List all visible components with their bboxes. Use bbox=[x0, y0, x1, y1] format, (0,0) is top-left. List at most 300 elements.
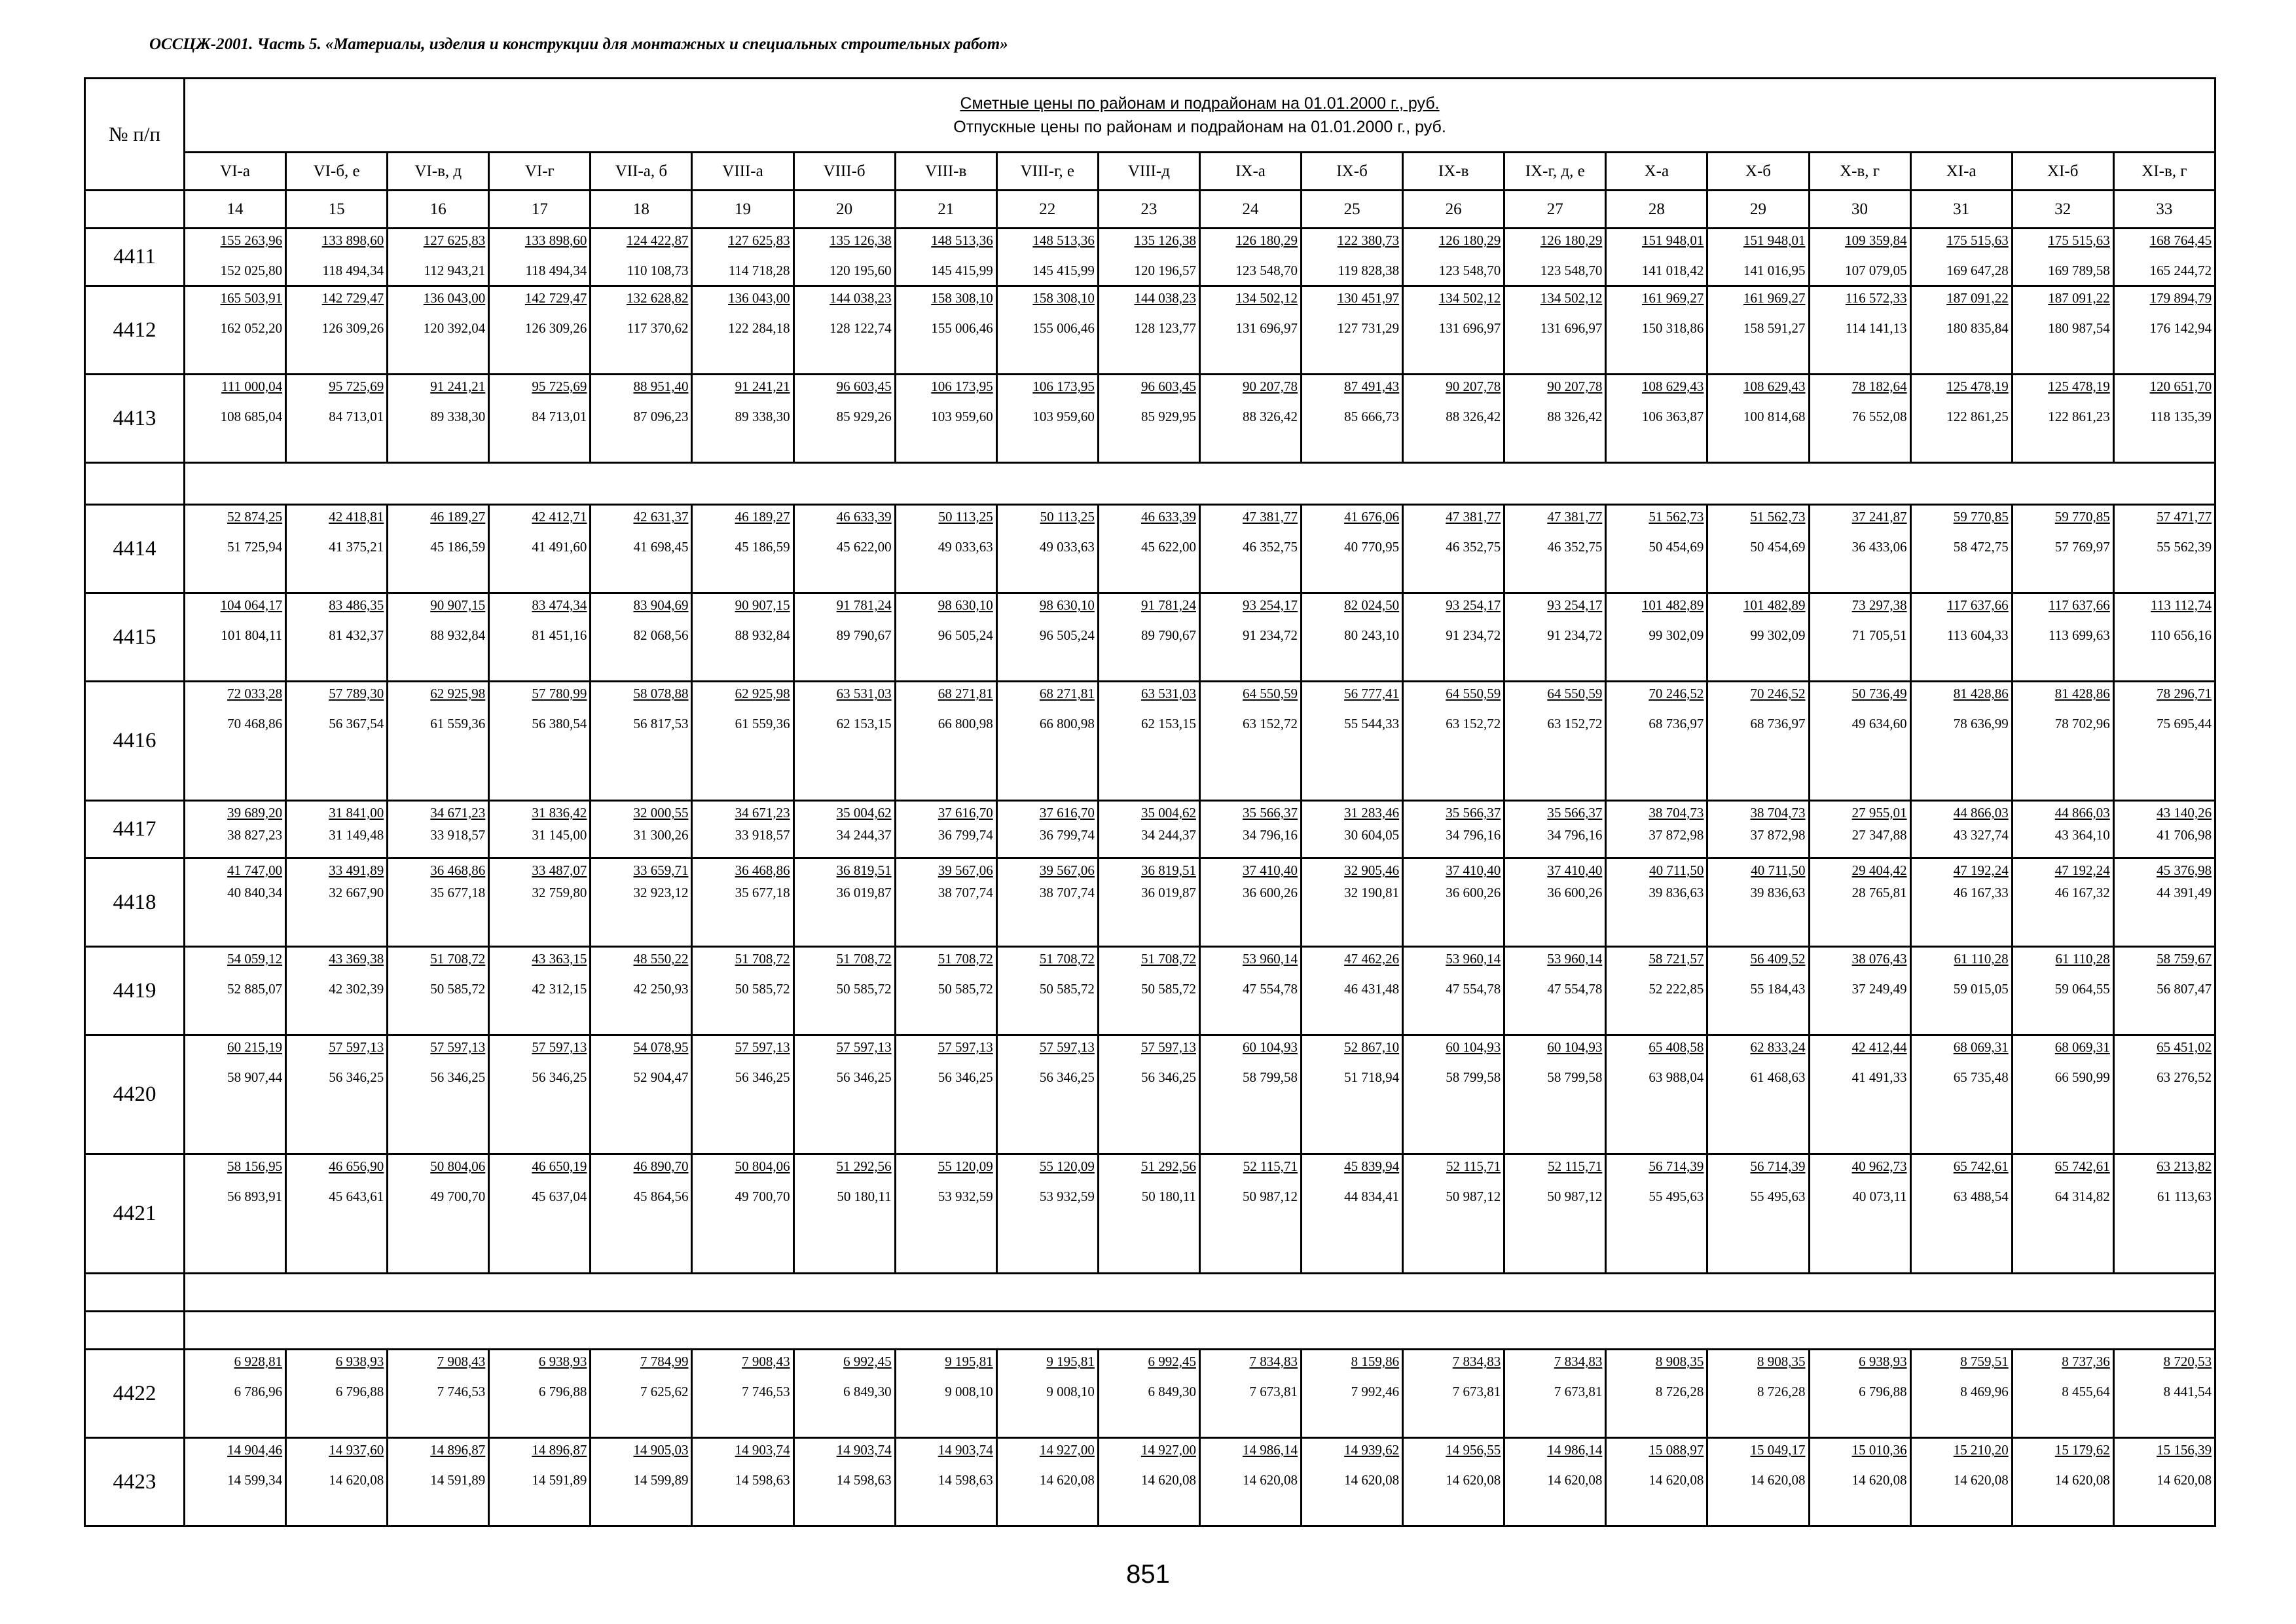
price-cell bbox=[692, 1035, 793, 1154]
release-price: 58 472,75 bbox=[1953, 539, 2009, 555]
estimate-price: 36 819,51 bbox=[1140, 862, 1196, 878]
release-price: 14 591,89 bbox=[430, 1472, 486, 1488]
release-price: 7 673,81 bbox=[1452, 1384, 1501, 1399]
table-row bbox=[85, 1438, 2215, 1526]
release-price: 87 096,23 bbox=[633, 409, 689, 424]
estimate-price: 6 928,81 bbox=[234, 1354, 283, 1369]
estimate-price: 7 908,43 bbox=[437, 1354, 486, 1369]
estimate-price: 15 179,62 bbox=[2054, 1442, 2110, 1458]
price-cell bbox=[1302, 505, 1403, 593]
price-cell bbox=[489, 593, 591, 682]
price-cell bbox=[1707, 858, 1809, 947]
separator-cell bbox=[185, 463, 2215, 505]
column-index: 19 bbox=[692, 191, 793, 229]
price-cell bbox=[1809, 229, 1910, 286]
release-price: 120 392,04 bbox=[423, 320, 486, 336]
price-cell bbox=[388, 1438, 489, 1526]
release-price: 42 302,39 bbox=[329, 981, 384, 997]
estimate-price: 14 905,03 bbox=[633, 1442, 689, 1458]
price-cell bbox=[185, 1438, 286, 1526]
release-price: 14 620,08 bbox=[1547, 1472, 1603, 1488]
release-price: 14 620,08 bbox=[1039, 1472, 1095, 1488]
release-price: 113 699,63 bbox=[2049, 627, 2110, 643]
estimate-price: 134 502,12 bbox=[1235, 290, 1298, 306]
estimate-price: 90 907,15 bbox=[430, 597, 486, 613]
price-cell bbox=[489, 1350, 591, 1438]
price-cell bbox=[591, 1035, 692, 1154]
price-cell bbox=[591, 1154, 692, 1274]
price-cell bbox=[591, 947, 692, 1035]
price-cell bbox=[996, 682, 1098, 801]
estimate-price: 14 956,55 bbox=[1446, 1442, 1501, 1458]
release-price: 36 433,06 bbox=[1851, 539, 1907, 555]
num-column-header: № п/п bbox=[85, 79, 185, 191]
estimate-price: 8 759,51 bbox=[1960, 1354, 2009, 1369]
price-cell bbox=[591, 505, 692, 593]
price-cell bbox=[1403, 682, 1504, 801]
release-price: 36 600,26 bbox=[1243, 885, 1298, 900]
estimate-price: 8 908,35 bbox=[1757, 1354, 1806, 1369]
release-price: 55 495,63 bbox=[1750, 1189, 1806, 1204]
price-cell bbox=[2012, 1438, 2113, 1526]
release-price: 96 505,24 bbox=[938, 627, 993, 643]
estimate-price: 54 059,12 bbox=[227, 951, 283, 967]
price-cell bbox=[1504, 229, 1606, 286]
estimate-price: 61 110,28 bbox=[2055, 951, 2110, 967]
price-cell bbox=[793, 1350, 895, 1438]
price-cell bbox=[1199, 1350, 1301, 1438]
price-cell bbox=[1098, 801, 1199, 858]
release-price: 34 796,16 bbox=[1446, 827, 1501, 843]
price-cell bbox=[388, 682, 489, 801]
release-price: 6 796,88 bbox=[538, 1384, 587, 1399]
price-cell bbox=[1606, 375, 1707, 463]
item-number: 4411 bbox=[85, 229, 185, 286]
release-price: 43 327,74 bbox=[1953, 827, 2009, 843]
release-price: 52 222,85 bbox=[1649, 981, 1704, 997]
price-cell bbox=[286, 682, 388, 801]
release-price: 7 673,81 bbox=[1249, 1384, 1298, 1399]
estimate-price: 9 195,81 bbox=[1046, 1354, 1095, 1369]
price-cell bbox=[388, 593, 489, 682]
price-cell bbox=[895, 682, 996, 801]
release-price: 50 180,11 bbox=[1141, 1189, 1196, 1204]
price-cell bbox=[185, 286, 286, 375]
price-cell bbox=[388, 505, 489, 593]
estimate-price: 62 833,24 bbox=[1750, 1039, 1806, 1055]
price-cell bbox=[185, 1154, 286, 1274]
release-price: 37 872,98 bbox=[1750, 827, 1806, 843]
price-cell bbox=[996, 947, 1098, 1035]
title-row bbox=[85, 79, 2215, 153]
release-price: 65 735,48 bbox=[1953, 1069, 2009, 1085]
release-price: 46 352,75 bbox=[1446, 539, 1501, 555]
price-cell bbox=[1302, 229, 1403, 286]
release-price: 37 872,98 bbox=[1649, 827, 1704, 843]
release-price: 119 828,38 bbox=[1338, 263, 1400, 278]
price-cell bbox=[185, 505, 286, 593]
estimate-price: 52 874,25 bbox=[227, 509, 283, 525]
estimate-price: 42 412,71 bbox=[532, 509, 587, 525]
price-cell bbox=[1403, 375, 1504, 463]
estimate-price: 127 625,83 bbox=[423, 232, 486, 248]
release-price: 56 346,25 bbox=[836, 1069, 892, 1085]
release-price: 7 673,81 bbox=[1554, 1384, 1603, 1399]
price-cell bbox=[996, 1438, 1098, 1526]
region-header: IX-г, д, е bbox=[1504, 153, 1606, 191]
estimate-price: 90 207,78 bbox=[1446, 378, 1501, 394]
price-cell bbox=[692, 229, 793, 286]
price-cell bbox=[286, 505, 388, 593]
price-cell bbox=[1199, 286, 1301, 375]
estimate-price: 63 531,03 bbox=[1140, 686, 1196, 701]
price-cell bbox=[1302, 593, 1403, 682]
region-header: X-в, г bbox=[1809, 153, 1910, 191]
price-cell bbox=[591, 375, 692, 463]
estimate-price: 37 616,70 bbox=[1039, 805, 1095, 821]
price-cell bbox=[1606, 858, 1707, 947]
estimate-price: 95 725,69 bbox=[532, 378, 587, 394]
release-price: 56 893,91 bbox=[227, 1189, 283, 1204]
release-price: 14 620,08 bbox=[1243, 1472, 1298, 1488]
region-header: VIII-в bbox=[895, 153, 996, 191]
release-price: 8 469,96 bbox=[1960, 1384, 2009, 1399]
region-header: VI-г bbox=[489, 153, 591, 191]
estimate-price: 44 866,03 bbox=[2054, 805, 2110, 821]
price-cell bbox=[591, 286, 692, 375]
estimate-price: 72 033,28 bbox=[227, 686, 283, 701]
table-row bbox=[85, 1154, 2215, 1274]
release-price: 47 554,78 bbox=[1243, 981, 1298, 997]
release-price: 88 326,42 bbox=[1243, 409, 1298, 424]
estimate-price: 93 254,17 bbox=[1446, 597, 1501, 613]
release-price: 41 698,45 bbox=[633, 539, 689, 555]
estimate-price: 46 633,39 bbox=[836, 509, 892, 525]
release-price: 56 346,25 bbox=[1039, 1069, 1095, 1085]
estimate-price: 65 742,61 bbox=[2054, 1158, 2110, 1174]
estimate-price: 31 841,00 bbox=[329, 805, 384, 821]
release-price: 34 796,16 bbox=[1243, 827, 1298, 843]
estimate-price: 64 550,59 bbox=[1243, 686, 1298, 701]
price-cell bbox=[793, 1438, 895, 1526]
region-header-row bbox=[85, 153, 2215, 191]
price-cell bbox=[1707, 505, 1809, 593]
price-cell bbox=[489, 505, 591, 593]
release-price: 56 346,25 bbox=[938, 1069, 993, 1085]
release-price: 32 923,12 bbox=[633, 885, 689, 900]
estimate-price: 133 898,60 bbox=[524, 232, 587, 248]
release-price: 75 695,44 bbox=[2157, 716, 2212, 731]
estimate-price: 47 381,77 bbox=[1547, 509, 1603, 525]
release-price: 120 195,60 bbox=[829, 263, 892, 278]
price-cell bbox=[1098, 1035, 1199, 1154]
price-cell bbox=[1707, 801, 1809, 858]
estimate-price: 50 804,06 bbox=[430, 1158, 486, 1174]
release-price: 50 585,72 bbox=[836, 981, 892, 997]
release-price: 118 494,34 bbox=[525, 263, 587, 278]
separator-row bbox=[85, 463, 2215, 505]
release-price: 99 302,09 bbox=[1750, 627, 1806, 643]
price-cell bbox=[185, 229, 286, 286]
price-cell bbox=[1199, 801, 1301, 858]
estimate-price: 78 296,71 bbox=[2157, 686, 2212, 701]
region-header: VIII-г, е bbox=[996, 153, 1098, 191]
price-cell bbox=[793, 375, 895, 463]
estimate-price: 39 567,06 bbox=[1039, 862, 1095, 878]
release-price: 42 250,93 bbox=[633, 981, 689, 997]
estimate-price: 46 650,19 bbox=[532, 1158, 587, 1174]
price-cell bbox=[1403, 229, 1504, 286]
release-price: 44 834,41 bbox=[1344, 1189, 1400, 1204]
estimate-price: 63 531,03 bbox=[836, 686, 892, 701]
release-price: 117 370,62 bbox=[627, 320, 689, 336]
estimate-price: 130 451,97 bbox=[1337, 290, 1400, 306]
estimate-price: 53 960,14 bbox=[1243, 951, 1298, 967]
price-cell bbox=[1707, 682, 1809, 801]
price-cell bbox=[895, 801, 996, 858]
release-price: 49 033,63 bbox=[1039, 539, 1095, 555]
estimate-price: 98 630,10 bbox=[938, 597, 993, 613]
release-price: 50 585,72 bbox=[430, 981, 486, 997]
price-cell bbox=[2113, 801, 2215, 858]
price-cell bbox=[489, 947, 591, 1035]
estimate-price: 15 156,39 bbox=[2157, 1442, 2212, 1458]
estimate-price: 175 515,63 bbox=[1946, 232, 2009, 248]
estimate-price: 148 513,36 bbox=[931, 232, 993, 248]
estimate-price: 64 550,59 bbox=[1446, 686, 1501, 701]
release-price: 63 988,04 bbox=[1649, 1069, 1704, 1085]
price-cell bbox=[1809, 1035, 1910, 1154]
estimate-price: 50 113,25 bbox=[938, 509, 993, 525]
estimate-price: 46 633,39 bbox=[1140, 509, 1196, 525]
estimate-price: 57 597,13 bbox=[1039, 1039, 1095, 1055]
price-cell bbox=[895, 858, 996, 947]
estimate-price: 32 905,46 bbox=[1344, 862, 1400, 878]
estimate-price: 65 742,61 bbox=[1953, 1158, 2009, 1174]
estimate-price: 135 126,38 bbox=[829, 232, 892, 248]
release-price: 88 932,84 bbox=[430, 627, 486, 643]
estimate-price: 126 180,29 bbox=[1438, 232, 1501, 248]
estimate-price: 101 482,89 bbox=[1641, 597, 1704, 613]
release-price: 82 068,56 bbox=[633, 627, 689, 643]
release-price: 6 786,96 bbox=[234, 1384, 283, 1399]
release-price: 58 799,58 bbox=[1446, 1069, 1501, 1085]
estimate-price: 113 112,74 bbox=[2151, 597, 2212, 613]
estimate-price: 46 189,27 bbox=[430, 509, 486, 525]
release-price: 56 807,47 bbox=[2157, 981, 2212, 997]
column-index: 16 bbox=[388, 191, 489, 229]
price-cell bbox=[1809, 1154, 1910, 1274]
price-cell bbox=[1910, 593, 2012, 682]
release-price: 71 705,51 bbox=[1851, 627, 1907, 643]
estimate-price: 58 721,57 bbox=[1649, 951, 1704, 967]
price-cell bbox=[895, 1350, 996, 1438]
release-price: 36 600,26 bbox=[1446, 885, 1501, 900]
release-price: 61 559,36 bbox=[430, 716, 486, 731]
column-index: 29 bbox=[1707, 191, 1809, 229]
release-price: 61 468,63 bbox=[1750, 1069, 1806, 1085]
estimate-price: 57 597,13 bbox=[532, 1039, 587, 1055]
estimate-price: 14 986,14 bbox=[1547, 1442, 1603, 1458]
release-price: 118 494,34 bbox=[322, 263, 384, 278]
price-cell bbox=[591, 858, 692, 947]
release-price: 14 620,08 bbox=[329, 1472, 384, 1488]
estimate-price: 7 834,83 bbox=[1452, 1354, 1501, 1369]
estimate-price: 117 637,66 bbox=[1946, 597, 2009, 613]
price-cell bbox=[895, 947, 996, 1035]
title-line-estimate: Сметные цены по районам и подрайонам на 01.01.2000 г., руб. bbox=[960, 94, 1440, 113]
estimate-price: 55 120,09 bbox=[1039, 1158, 1095, 1174]
price-cell bbox=[1910, 1035, 2012, 1154]
estimate-price: 37 410,40 bbox=[1547, 862, 1603, 878]
price-cell bbox=[489, 1035, 591, 1154]
price-cell bbox=[1504, 375, 1606, 463]
estimate-price: 37 241,87 bbox=[1851, 509, 1907, 525]
release-price: 45 864,56 bbox=[633, 1189, 689, 1204]
separator-cell bbox=[85, 463, 185, 505]
release-price: 103 959,60 bbox=[1032, 409, 1095, 424]
release-price: 47 554,78 bbox=[1446, 981, 1501, 997]
estimate-price: 65 408,58 bbox=[1649, 1039, 1704, 1055]
estimate-price: 62 925,98 bbox=[735, 686, 790, 701]
release-price: 61 113,63 bbox=[2157, 1189, 2212, 1204]
estimate-price: 51 292,56 bbox=[836, 1158, 892, 1174]
release-price: 41 706,98 bbox=[2157, 827, 2212, 843]
release-price: 103 959,60 bbox=[931, 409, 993, 424]
price-cell bbox=[1504, 1154, 1606, 1274]
release-price: 45 622,00 bbox=[836, 539, 892, 555]
estimate-price: 44 866,03 bbox=[1953, 805, 2009, 821]
estimate-price: 46 656,90 bbox=[329, 1158, 384, 1174]
estimate-price: 56 714,39 bbox=[1750, 1158, 1806, 1174]
release-price: 50 585,72 bbox=[1039, 981, 1095, 997]
estimate-price: 179 894,79 bbox=[2149, 290, 2212, 306]
price-cell bbox=[185, 1350, 286, 1438]
release-price: 85 666,73 bbox=[1344, 409, 1400, 424]
price-cell bbox=[1403, 593, 1504, 682]
release-price: 165 244,72 bbox=[2149, 263, 2212, 278]
price-cell bbox=[2012, 505, 2113, 593]
release-price: 89 338,30 bbox=[735, 409, 790, 424]
release-price: 66 590,99 bbox=[2054, 1069, 2110, 1085]
release-price: 14 599,34 bbox=[227, 1472, 283, 1488]
estimate-price: 6 992,45 bbox=[843, 1354, 892, 1369]
release-price: 88 326,42 bbox=[1446, 409, 1501, 424]
title-line-release: Отпускные цены по районам и подрайонам на 01.01.2000 г., руб. bbox=[953, 118, 1446, 136]
price-cell bbox=[1707, 1438, 1809, 1526]
estimate-price: 158 308,10 bbox=[1032, 290, 1095, 306]
price-cell bbox=[1910, 801, 2012, 858]
estimate-price: 54 078,95 bbox=[633, 1039, 689, 1055]
price-cell bbox=[286, 1438, 388, 1526]
table-row bbox=[85, 947, 2215, 1035]
estimate-price: 104 064,17 bbox=[220, 597, 283, 613]
estimate-price: 42 631,37 bbox=[633, 509, 689, 525]
release-price: 55 495,63 bbox=[1649, 1189, 1704, 1204]
price-cell bbox=[1504, 593, 1606, 682]
estimate-price: 187 091,22 bbox=[1946, 290, 2009, 306]
release-price: 122 284,18 bbox=[728, 320, 790, 336]
estimate-price: 98 630,10 bbox=[1039, 597, 1095, 613]
estimate-price: 7 834,83 bbox=[1249, 1354, 1298, 1369]
price-cell bbox=[1606, 229, 1707, 286]
price-cell bbox=[1302, 801, 1403, 858]
release-price: 85 929,26 bbox=[836, 409, 892, 424]
estimate-price: 73 297,38 bbox=[1851, 597, 1907, 613]
release-price: 38 827,23 bbox=[227, 827, 283, 843]
column-index: 24 bbox=[1199, 191, 1301, 229]
estimate-price: 155 263,96 bbox=[220, 232, 283, 248]
price-cell bbox=[489, 858, 591, 947]
release-price: 14 620,08 bbox=[1649, 1472, 1704, 1488]
release-price: 152 025,80 bbox=[220, 263, 283, 278]
price-cell bbox=[996, 505, 1098, 593]
item-number: 4421 bbox=[85, 1154, 185, 1274]
price-cell bbox=[489, 682, 591, 801]
release-price: 128 122,74 bbox=[829, 320, 892, 336]
release-price: 128 123,77 bbox=[1134, 320, 1196, 336]
price-cell bbox=[1707, 286, 1809, 375]
region-header: VI-в, д bbox=[388, 153, 489, 191]
price-cell bbox=[489, 1154, 591, 1274]
estimate-price: 91 241,21 bbox=[735, 378, 790, 394]
estimate-price: 33 491,89 bbox=[329, 862, 384, 878]
release-price: 14 599,89 bbox=[633, 1472, 689, 1488]
release-price: 56 380,54 bbox=[532, 716, 587, 731]
release-price: 126 309,26 bbox=[524, 320, 587, 336]
estimate-price: 51 708,72 bbox=[1140, 951, 1196, 967]
release-price: 145 415,99 bbox=[931, 263, 993, 278]
estimate-price: 6 938,93 bbox=[538, 1354, 587, 1369]
release-price: 59 015,05 bbox=[1953, 981, 2009, 997]
column-index: 18 bbox=[591, 191, 692, 229]
estimate-price: 6 938,93 bbox=[335, 1354, 384, 1369]
estimate-price: 14 903,74 bbox=[735, 1442, 790, 1458]
estimate-price: 125 478,19 bbox=[2048, 378, 2110, 394]
price-cell bbox=[2012, 593, 2113, 682]
price-cell bbox=[1809, 1438, 1910, 1526]
estimate-price: 47 192,24 bbox=[1953, 862, 2009, 878]
estimate-price: 36 819,51 bbox=[836, 862, 892, 878]
release-price: 14 591,89 bbox=[532, 1472, 587, 1488]
price-cell bbox=[895, 1035, 996, 1154]
estimate-price: 45 376,98 bbox=[2157, 862, 2212, 878]
estimate-price: 42 412,44 bbox=[1851, 1039, 1907, 1055]
release-price: 63 152,72 bbox=[1547, 716, 1603, 731]
estimate-price: 52 115,71 bbox=[1446, 1158, 1501, 1174]
release-price: 162 052,20 bbox=[220, 320, 283, 336]
price-cell bbox=[692, 505, 793, 593]
price-cell bbox=[286, 229, 388, 286]
estimate-price: 111 000,04 bbox=[221, 378, 283, 394]
estimate-price: 36 468,86 bbox=[735, 862, 790, 878]
estimate-price: 15 010,36 bbox=[1851, 1442, 1907, 1458]
price-cell bbox=[1606, 505, 1707, 593]
estimate-price: 59 770,85 bbox=[2054, 509, 2110, 525]
estimate-price: 14 937,60 bbox=[329, 1442, 384, 1458]
estimate-price: 125 478,19 bbox=[1946, 378, 2009, 394]
price-cell bbox=[1302, 1154, 1403, 1274]
estimate-price: 14 896,87 bbox=[532, 1442, 587, 1458]
document-header: ОССЦЖ-2001. Часть 5. «Материалы, изделия и конструкции для монтажных и специальных строительных работ» bbox=[149, 35, 1008, 53]
estimate-price: 47 192,24 bbox=[2054, 862, 2110, 878]
estimate-price: 53 960,14 bbox=[1446, 951, 1501, 967]
price-cell bbox=[1504, 1350, 1606, 1438]
price-cell bbox=[1707, 1154, 1809, 1274]
price-cell bbox=[2113, 1350, 2215, 1438]
release-price: 52 904,47 bbox=[633, 1069, 689, 1085]
price-cell bbox=[1199, 505, 1301, 593]
